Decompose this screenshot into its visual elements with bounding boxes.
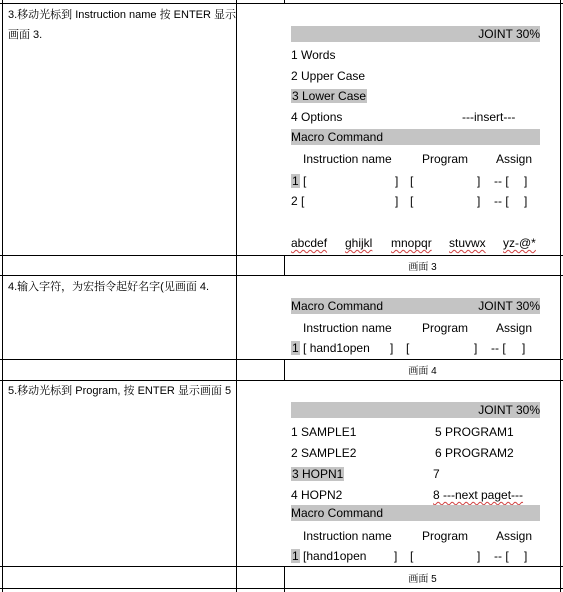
assign-field: -- [ [494, 549, 509, 563]
bracket: ] [524, 549, 528, 563]
joint-status: JOINT 30% [478, 27, 540, 41]
col-program: Program [422, 529, 469, 543]
status-bar [291, 402, 540, 418]
joint-status: JOINT 30% [478, 403, 540, 417]
macro-command-title: Macro Command [291, 506, 384, 520]
bracket: ] [477, 194, 481, 208]
step-3-text: 3.移动光标到 Instruction name 按 ENTER 显示画面 3. [8, 9, 236, 41]
joint-status: JOINT 30% [478, 299, 540, 313]
softkey-ghijkl[interactable]: ghijkl [345, 236, 373, 250]
menu-item-upper-case[interactable]: 2 Upper Case [291, 69, 366, 83]
program-item-7[interactable]: 7 [433, 467, 440, 481]
macro-row-1[interactable]: 1 [hand1open [292, 549, 367, 563]
macro-row-1[interactable]: 1 [ [292, 174, 307, 188]
table-divider-1 [236, 0, 237, 592]
bracket: [ [406, 341, 410, 355]
row-line-1 [0, 255, 563, 256]
step-4-text: 4.输入字符，为宏指令起好名字(见画面 4. [8, 281, 210, 293]
bracket: ] [524, 194, 528, 208]
col-assign: Assign [496, 152, 533, 166]
macro-command-bar [291, 298, 540, 314]
bracket: ] [524, 174, 528, 188]
next-page-item[interactable]: 8 ---next paget--- [433, 488, 524, 502]
bracket: ] [395, 194, 399, 208]
menu-item-words[interactable]: 1 Words [291, 48, 336, 62]
bracket: [ [410, 549, 414, 563]
bracket: ] [390, 341, 394, 355]
softkey-mnopqr[interactable]: mnopqr [391, 236, 432, 250]
table-border-right [560, 0, 561, 592]
macro-command-title: Macro Command [291, 299, 384, 313]
col-instruction-name: Instruction name [303, 152, 392, 166]
col-program: Program [422, 321, 469, 335]
softkey-abcdef[interactable]: abcdef [291, 236, 328, 250]
program-item-hopn1[interactable]: 3 HOPN1 [292, 467, 344, 481]
program-item-hopn2[interactable]: 4 HOPN2 [291, 488, 343, 502]
screen-4 [284, 276, 560, 359]
caption-screen-3: 画面 3 [408, 262, 437, 273]
menu-item-options[interactable]: 4 Options [291, 110, 343, 124]
assign-field: -- [ [491, 341, 506, 355]
assign-field: -- [ [494, 174, 509, 188]
assign-field: -- [ [494, 194, 509, 208]
table-border-left [2, 0, 3, 592]
macro-row-2[interactable]: 2 [ [291, 194, 305, 208]
program-item-program2[interactable]: 6 PROGRAM2 [435, 446, 514, 460]
program-item-program1[interactable]: 5 PROGRAM1 [435, 425, 514, 439]
bracket: [ [410, 174, 414, 188]
status-bar [291, 26, 540, 42]
col-assign: Assign [496, 529, 533, 543]
col-instruction-name: Instruction name [303, 529, 392, 543]
row-line-5 [0, 566, 563, 567]
menu-item-lower-case[interactable]: 3 Lower Case [292, 89, 367, 103]
col-instruction-name: Instruction name [303, 321, 392, 335]
col-program: Program [422, 152, 469, 166]
bracket: ] [395, 174, 399, 188]
bracket: [ [410, 194, 414, 208]
row-line-3 [0, 359, 563, 360]
bracket: ] [474, 341, 478, 355]
softkey-yz[interactable]: yz-@* [503, 236, 536, 250]
bracket: ] [394, 549, 398, 563]
macro-row-1[interactable]: 1 [ hand1open [292, 341, 370, 355]
bracket: ] [477, 174, 481, 188]
col-assign: Assign [496, 321, 533, 335]
step-5-text: 5.移动光标到 Program, 按 ENTER 显示画面 5 [8, 385, 232, 397]
screen-5 [284, 381, 560, 566]
bracket: ] [522, 341, 526, 355]
screen-3 [284, 4, 560, 255]
caption-screen-4: 画面 4 [408, 366, 437, 377]
macro-command-title: Macro Command [291, 130, 384, 144]
program-item-sample1[interactable]: 1 SAMPLE1 [291, 425, 357, 439]
macro-command-bar [291, 129, 540, 145]
row-line-6 [0, 588, 563, 589]
bracket: ] [477, 549, 481, 563]
program-item-sample2[interactable]: 2 SAMPLE2 [291, 446, 357, 460]
insert-mode-label: ---insert--- [462, 110, 516, 124]
caption-screen-5: 画面 5 [408, 574, 437, 585]
macro-command-bar [291, 505, 540, 521]
softkey-stuvwx[interactable]: stuvwx [449, 236, 486, 250]
